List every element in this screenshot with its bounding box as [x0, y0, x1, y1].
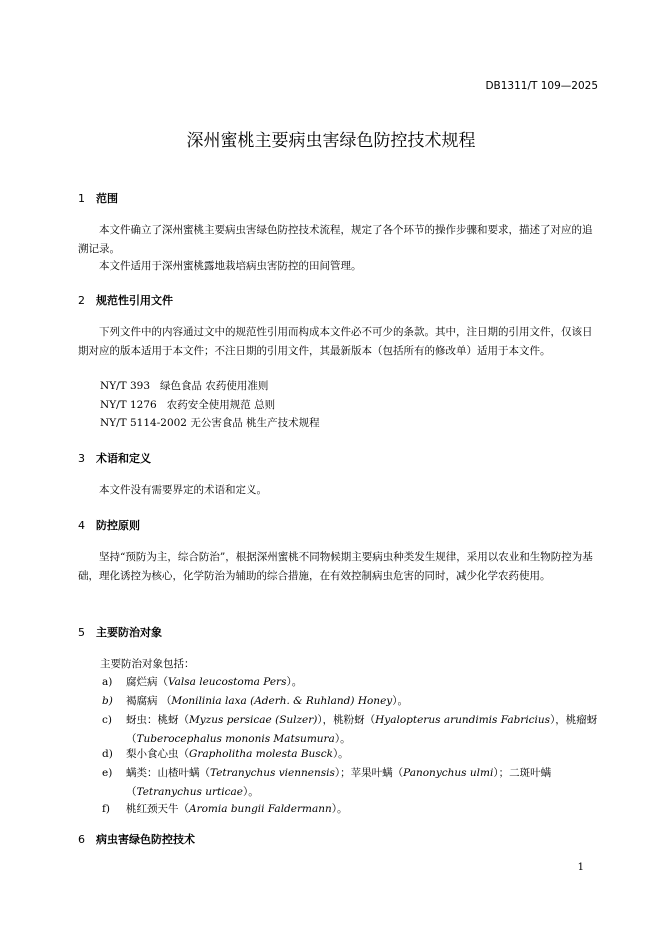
section-5-intro: 主要防治对象包括： [100, 658, 195, 670]
list-item: c) 蚜虫：桃蚜（Myzus persicae (Sulzer)），桃粉蚜（Hyalopterus arundimis Fabricius），桃瘤蚜（Tuberocephalus mononis Matsumura）。 [102, 714, 598, 745]
section-1-paragraph-1: 本文件确立了深州蜜桃主要病虫害绿色防控技术流程，规定了各个环节的操作步骤和要求，描述了对应的追溯记录。 [78, 224, 593, 255]
section-6-heading: 6 病虫害绿色防控技术 [78, 833, 195, 846]
section-1-heading: 1 范围 [78, 192, 118, 205]
section-1-paragraph-2: 本文件适用于深州蜜桃露地栽培病虫害防控的田间管理。 [99, 260, 362, 272]
document-title: 深州蜜桃主要病虫害绿色防控技术规程 [186, 131, 476, 151]
reference-item: NY/T 5114-2002 无公害食品 桃生产技术规程 [100, 417, 320, 429]
reference-item: NY/T 393 绿色食品 农药使用准则 [100, 380, 269, 392]
section-4-paragraph-1: 坚持“预防为主，综合防治”，根据深州蜜桃不同物候期主要病虫种类发生规律，采用以农业和生物防控为基础，理化诱控为核心，化学防治为辅助的综合措施，在有效控制病虫危害的同时，减少化学农药使用。 [78, 551, 593, 582]
page-number: 1 [577, 862, 584, 873]
reference-item: NY/T 1276 农药安全使用规范 总则 [100, 399, 276, 411]
section-2-paragraph-1: 下列文件中的内容通过文中的规范性引用而构成本文件必不可少的条款。其中，注日期的引用文件，仅该日期对应的版本适用于本文件；不注日期的引用文件，其最新版本（包括所有的修改单）适用于本文件。 [78, 326, 593, 357]
section-3-paragraph-1: 本文件没有需要界定的术语和定义。 [99, 484, 267, 496]
section-4-heading: 4 防控原则 [78, 519, 140, 532]
document-code: DB1311/T 109—2025 [485, 80, 598, 92]
section-5-heading: 5 主要防治对象 [78, 626, 162, 639]
list-item: e) 螨类：山楂叶螨（Tetranychus viennensis）；苹果叶螨（Panonychus ulmi）；二斑叶螨（Tetranychus urticae）。 [102, 767, 552, 798]
section-2-heading: 2 规范性引用文件 [78, 294, 173, 307]
section-3-heading: 3 术语和定义 [78, 452, 151, 465]
